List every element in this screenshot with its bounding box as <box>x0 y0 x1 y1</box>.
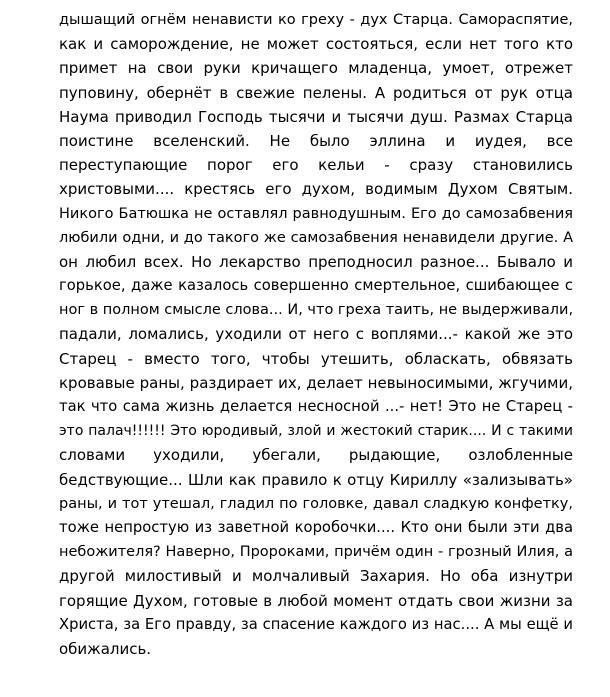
text-line: тоже непростую из заветной коробочки.... Кто они были эти два <box>59 518 573 536</box>
document-text-block <box>59 8 573 661</box>
text-line: Старец - вместо того, чтобы утешить, обласкать, обвязать <box>59 349 573 368</box>
text-line: раны, и тот утешал, гладил по головке, давал сладкую конфетку, <box>59 495 573 512</box>
text-line: так что сама жизнь делается несносной ...- нет! Это не Старец - <box>59 398 573 415</box>
text-line: Наума приводил Господь тысячи и тысячи душ. Размах Старца <box>59 107 573 126</box>
text-line: ног в полном смысле слова... И, что греха таить, не выдерживали, <box>59 302 573 319</box>
text-line: падали, ломались, уходили от него с воплями...- какой же это <box>59 325 573 344</box>
text-line: переступающие порог его кельи - сразу становились <box>59 156 573 175</box>
text-line: Христа, за Его правду, за спасение каждого из нас.... А мы ещё и <box>59 615 573 633</box>
text-line: кровавые раны, раздирает их, делает невыносимыми, жгучими, <box>59 373 573 392</box>
text-line: любили одни, и до такого же самозабвения ненавидели другие. А <box>59 229 573 246</box>
text-line: пуповину, обернёт в свежие пелены. А родиться от рук отца <box>59 83 573 102</box>
text-line: христовыми.... крестясь его духом, водимым Духом Святым. <box>59 180 573 199</box>
text-line: другой милостивый и молчаливый Захария. Но оба изнутри <box>59 567 573 586</box>
text-line: небожителя? Наверно, Пророками, причём один - грозный Илия, а <box>59 544 573 561</box>
text-line: словами уходили, убегали, рыдающие, озлобленные <box>59 446 573 465</box>
text-line: Никого Батюшка не оставлял равнодушным. Его до самозабвения <box>59 205 573 222</box>
text-line: поистине вселенский. Не было эллина и иудея, все <box>59 131 573 150</box>
text-line: примет на свои руки кричащего младенца, умоет, отрежет <box>59 59 573 78</box>
text-line: бедствующие... Шли как правило к отцу Кириллу «зализывать» <box>59 470 573 489</box>
text-line: как и саморождение, не может состояться, если нет того кто <box>59 35 573 54</box>
text-line: дышащий огнём ненависти ко греху - дух Старца. Самораспятие, <box>59 12 573 28</box>
text-line: горькое, даже казалось совершенно смертельное, сшибающее с <box>59 277 573 295</box>
text-line: это палач!!!!!! Это юродивый, злой и жестокий старик.... И с такими <box>59 423 573 440</box>
text-line: он любил всех. Но лекарство преподносил разное... Бывало и <box>59 252 573 271</box>
text-line: горящие Духом, готовые в любой момент отдать свои жизни за <box>59 591 573 610</box>
text-line-last: обижались. <box>59 639 152 658</box>
